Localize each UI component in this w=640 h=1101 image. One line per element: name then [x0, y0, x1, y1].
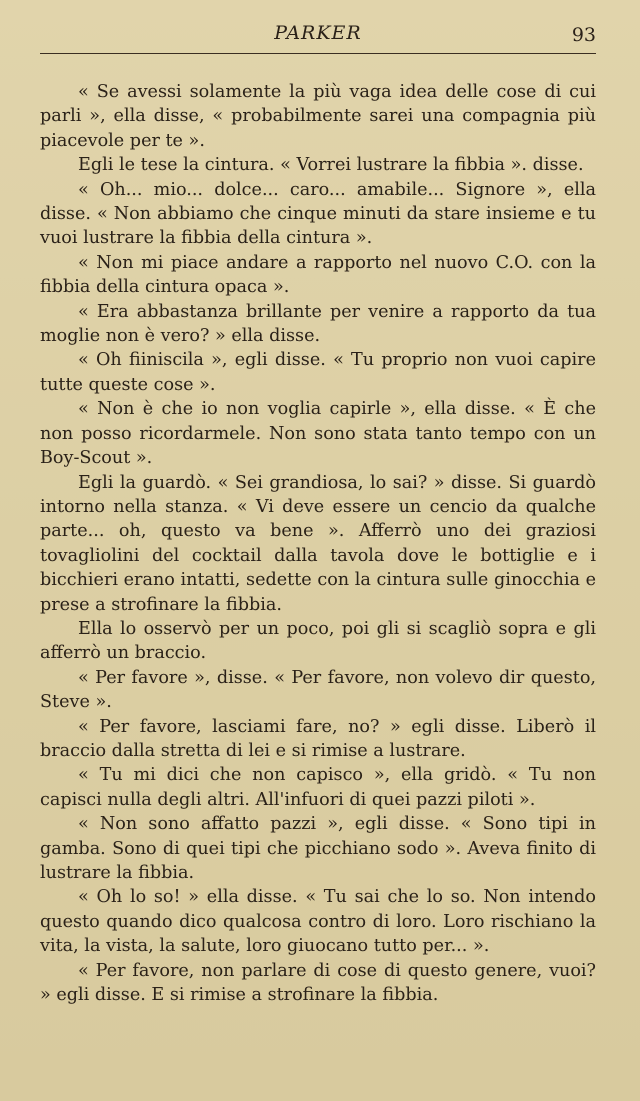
- page-number: 93: [571, 24, 596, 46]
- paragraph: « Non sono affatto pazzi », egli disse. « Sono tipi in gamba. Sono di quei tipi che picchiano sodo ». Aveva finito di lustrare la fibbia.: [40, 814, 596, 883]
- paragraph: « Non è che io non voglia capirle », ella disse. « È che non posso ricordarmele. Non sono stata tanto tempo con un Boy-Scout ».: [40, 399, 596, 469]
- body-text: [40, 80, 596, 1007]
- paragraph: « Per favore, non parlare di cose di questo genere, vuoi? » egli disse. E si rimise a strofinare la fibbia.: [40, 960, 596, 1006]
- paragraph: « Oh lo so! » ella disse. « Tu sai che lo so. Non intendo questo quando dico qualcosa contro di loro. Loro rischiano la vita, la vista, la salute, loro giuocano tutto per... ».: [40, 887, 596, 957]
- paragraph: Egli la guardò. « Sei grandiosa, lo sai? » disse. Si guardò intorno nella stanza. « Vi deve essere un cencio da qualche parte... oh, questo va bene ». Afferrò uno dei graziosi tovagliolini del cocktail dalla tavola dove le bottiglie e i bicchieri erano intatti, sedette con la cintura sulle ginocchia e prese a strofinare la fibbia.: [40, 472, 596, 615]
- paragraph: « Per favore », disse. « Per favore, non volevo dir questo, Steve ».: [40, 667, 596, 713]
- paragraph: « Per favore, lasciami fare, no? » egli disse. Liberò il braccio dalla stretta di lei e si rimise a lustrare.: [40, 716, 596, 761]
- paragraph: « Oh... mio... dolce... caro... amabile... Signore », ella disse. « Non abbiamo che cinque minuti da stare insieme e tu vuoi lustrare la fibbia della cintura ».: [40, 179, 596, 249]
- page-header: [40, 20, 596, 50]
- paragraph: « Tu mi dici che non capisco », ella gridò. « Tu non capisci nulla degli altri. All'infuori di quei pazzi piloti ».: [40, 765, 596, 810]
- paragraph: Egli le tese la cintura. « Vorrei lustrare la fibbia ». disse.: [78, 155, 584, 176]
- paragraph: « Oh fiiniscila », egli disse. « Tu proprio non vuoi capire tutte queste cose ».: [40, 350, 596, 395]
- header-rule: [40, 53, 596, 54]
- paragraph: « Se avessi solamente la più vaga idea delle cose di cui parli », ella disse, « probabilmente sarei una compagnia più piacevole per te ».: [40, 82, 596, 151]
- running-title: PARKER: [274, 22, 362, 44]
- paragraph: « Era abbastanza brillante per venire a rapporto da tua moglie non è vero? » ella disse.: [40, 301, 596, 347]
- paragraph: « Non mi piace andare a rapporto nel nuovo C.O. con la fibbia della cintura opaca ».: [40, 252, 596, 298]
- paragraph: Ella lo osservò per un poco, poi gli si scagliò sopra e gli afferrò un braccio.: [40, 618, 596, 664]
